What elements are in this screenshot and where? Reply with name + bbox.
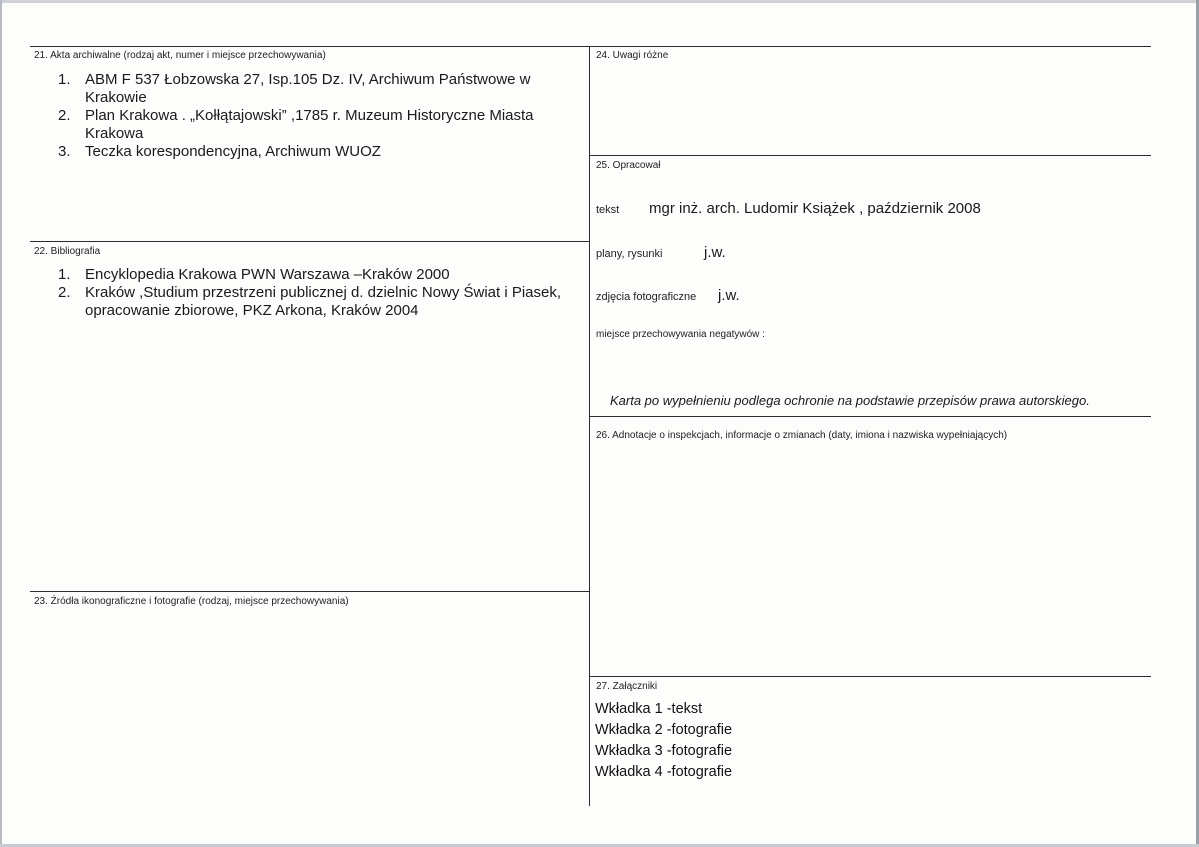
section-21-heading: 21. Akta archiwalne (rodzaj akt, numer i miejsce przechowywania) <box>34 50 326 61</box>
item-text: Kraków ,Studium przestrzeni publicznej d. dzielnic Nowy Świat i Piasek, opracowanie zbiorowe, PKZ Arkona, Kraków 2004 <box>85 284 562 319</box>
rule-section-23 <box>30 591 590 592</box>
zdjecia-label: zdjęcia fotograficzne <box>596 291 697 303</box>
rule-section-27 <box>589 676 1151 677</box>
section-22-item <box>58 284 578 320</box>
item-number: 3. <box>58 143 71 160</box>
section-26-heading: 26. Adnotacje o inspekcjach, informacje o zmianach (daty, imiona i nazwiska wypełniających) <box>596 430 1008 441</box>
center-divider <box>589 46 590 806</box>
rule-section-26 <box>589 416 1151 417</box>
item-number: 1. <box>58 71 71 88</box>
top-rule <box>30 46 1151 47</box>
section-25-heading: 25. Opracował <box>596 160 661 171</box>
section-27-heading: 27. Załączniki <box>596 681 658 692</box>
section-21-item <box>58 143 578 161</box>
attachment-item: Wkładka 1 -tekst <box>595 701 703 717</box>
section-24-heading: 24. Uwagi różne <box>596 50 669 61</box>
scan-edge-left <box>0 0 2 847</box>
item-number: 1. <box>58 266 71 283</box>
tekst-label: tekst <box>596 204 620 216</box>
item-number: 2. <box>58 284 71 301</box>
item-number: 2. <box>58 107 71 124</box>
attachment-item: Wkładka 2 -fotografie <box>595 722 733 738</box>
item-text: Plan Krakowa . „Kołłątajowski” ,1785 r. Muzeum Historyczne Miasta Krakowa <box>85 107 534 142</box>
scan-edge-top <box>0 0 1199 3</box>
attachment-item: Wkładka 3 -fotografie <box>595 743 733 759</box>
section-21-item <box>58 107 578 143</box>
negatywy-label: miejsce przechowywania negatywów : <box>596 329 765 340</box>
section-23-heading: 23. Źródła ikonograficzne i fotografie (rodzaj, miejsce przechowywania) <box>34 596 349 607</box>
section-22-item <box>58 266 578 284</box>
plany-value: j.w. <box>704 244 726 261</box>
rule-section-25 <box>589 155 1151 156</box>
section-21-item <box>58 71 578 107</box>
item-text: Encyklopedia Krakowa PWN Warszawa –Kraków 2000 <box>85 266 450 283</box>
tekst-value: mgr inż. arch. Ludomir Książek , październik 2008 <box>649 200 981 217</box>
copyright-note: Karta po wypełnieniu podlega ochronie na podstawie przepisów prawa autorskiego. <box>610 393 1090 408</box>
section-21-list <box>58 71 578 161</box>
rule-section-22 <box>30 241 590 242</box>
item-text: Teczka korespondencyjna, Archiwum WUOZ <box>85 143 381 160</box>
section-22-heading: 22. Bibliografia <box>34 246 101 257</box>
attachment-item: Wkładka 4 -fotografie <box>595 764 733 780</box>
zdjecia-value: j.w. <box>718 287 740 304</box>
section-22-list <box>58 266 578 320</box>
plany-label: plany, rysunki <box>596 248 663 260</box>
item-text: ABM F 537 Łobzowska 27, Isp.105 Dz. IV, Archiwum Państwowe w Krakowie <box>85 71 531 106</box>
